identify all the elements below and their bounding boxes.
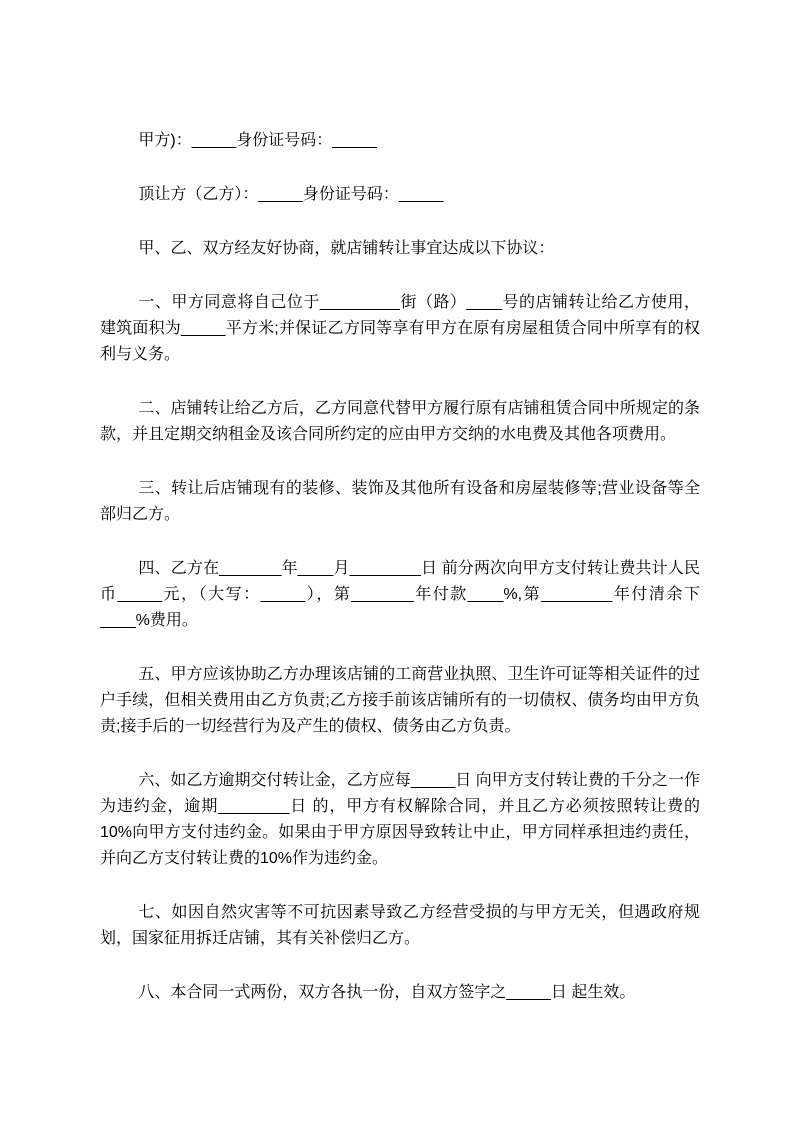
clause-2: 二、店铺转让给乙方后，乙方同意代替甲方履行原有店铺租赁合同中所规定的条款，并且定期交纳租金及该合同所约定的应由甲方交纳的水电费及其他各项费用。 [100,400,700,443]
clause-8: 八、本合同一式两份，双方各执一份，自双方签字之_____日 起生效。 [138,984,636,1001]
clause-7: 七、如因自然灾害等不可抗因素导致乙方经营受损的与甲方无关，但遇政府规划，国家征用拆迁店铺，其有关补偿归乙方。 [100,904,700,947]
party-a-id-line: 甲方)：_____身份证号码：_____ [138,132,377,149]
clause-6: 六、如乙方逾期交付转让金，乙方应每_____日 向甲方支付转让费的千分之一作为违约金，逾期________日 的，甲方有权解除合同，并且乙方必须按照转让费的10%向甲方支付违约金。如果由于甲方原因导致转让中止，甲方同样承担违约责任，并向乙方支付转让费的10%作为违约金。 [100,772,700,867]
clause-1: 一、甲方同意将自己位于_________街（路）____号的店铺转让给乙方使用，建筑面积为_____平方米;并保证乙方同等享有甲方在原有房屋租赁合同中所享有的权利与义务。 [100,294,700,363]
clause-5: 五、甲方应该协助乙方办理该店铺的工商营业执照、卫生许可证等相关证件的过户手续，但相关费用由乙方负责;乙方接手前该店铺所有的一切债权、债务均由甲方负责;接手后的一切经营行为及产生的债权、债务由乙方负责。 [100,666,700,735]
clause-4: 四、乙方在_______年____月________日 前分两次向甲方支付转让费共计人民币_____元，（大写：_____），第_______年付款____%,第________年付清余下____%费用。 [100,560,700,629]
clause-3: 三、转让后店铺现有的装修、装饰及其他所有设备和房屋装修等;营业设备等全部归乙方。 [100,480,700,523]
preamble: 甲、乙、双方经友好协商，就店铺转让事宜达成以下协议： [138,240,555,257]
transferee-party-b-id-line: 顶让方（乙方）：_____身份证号码：_____ [138,186,444,203]
